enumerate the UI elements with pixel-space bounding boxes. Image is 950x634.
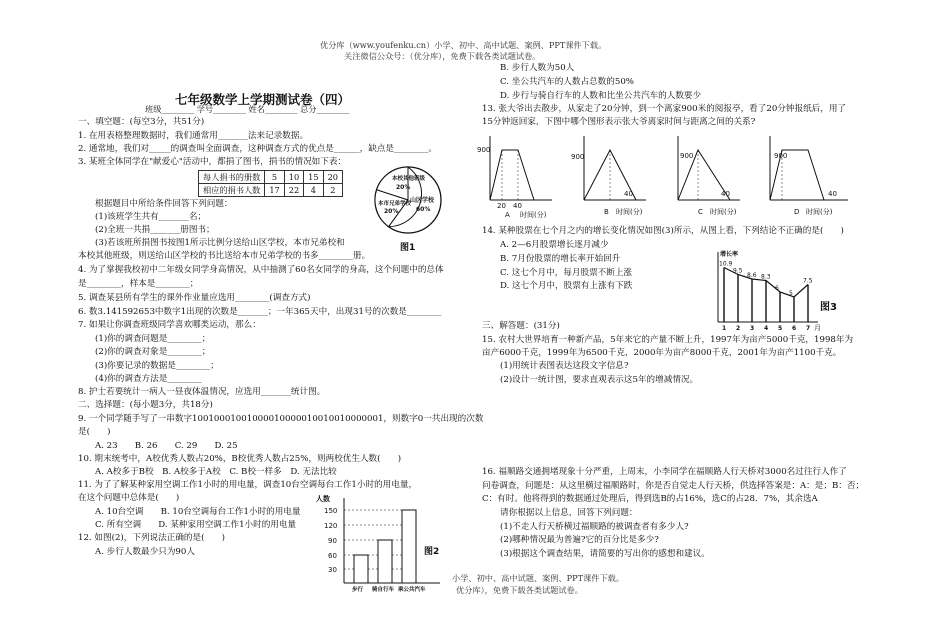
- question-11: 11. 为了了解某种家用空调工作1小时的用电量，调查10台空调每台工作1小时的用电量，: [78, 480, 418, 490]
- table-cell: 20: [323, 171, 342, 184]
- question-3-part-1: (1)该班学生共有_______名；: [95, 212, 207, 222]
- chart3-month-label: 1: [722, 325, 727, 332]
- pie-chart-figure-1: [366, 160, 450, 256]
- chart3-x-unit: 月: [814, 324, 821, 332]
- question-10-options: A. A校多于B校 B. A校多于A校 C. B校一样多 D. 无法比较: [95, 467, 337, 477]
- graph-b-y-value: 900: [571, 153, 585, 161]
- question-16-cont-1: 问卷调查，问题是：从这里横过福顺路时，你是否自觉走人行天桥，供选择答案是：A：是；B：否；: [482, 481, 865, 491]
- donation-table: [198, 170, 343, 197]
- question-13-cont: 15分钟返回家，下图中哪个图形表示张大爷离家时间与距离之间的关系?: [482, 117, 756, 127]
- graph-a: [477, 136, 552, 219]
- graph-d-y-value: 900: [774, 152, 788, 160]
- graph-b: [571, 136, 646, 216]
- question-7-part-4: (4)你的调查方法是________: [95, 374, 202, 384]
- table-cell: 每人捐书的册数: [199, 171, 265, 184]
- question-4: 4. 为了掌握我校初中二年级女同学身高情况，从中抽测了60名女同学的身高，这个问题中的总体: [78, 265, 444, 275]
- bar-y-label: 人数: [316, 495, 330, 503]
- chart3-month-label: 2: [736, 325, 741, 332]
- question-16-part-3: (3)根据这个调查结果，请简要的写出你的感想和建议。: [500, 549, 710, 559]
- question-14-option-b: B. 7月份股票的增长率开始回升: [500, 254, 621, 264]
- question-5: 5. 调查某县所有学生的课外作业量应选用________(调查方式): [78, 293, 311, 303]
- graph-c-x-label: 时间(分): [710, 208, 737, 216]
- table-cell: 22: [284, 184, 303, 197]
- chart3-value-label: 7.5: [803, 277, 813, 285]
- question-3-part-3-cont: 本校其他班级，则送给山区学校的书比送给本市兄弟学校的书多________册。: [78, 251, 371, 261]
- question-12: 12. 如图(2)，下列说法正确的是( ): [78, 533, 225, 543]
- question-12-option-b: B. 步行人数为50人: [500, 63, 575, 73]
- table-cell: 相应的捐书人数: [199, 184, 265, 197]
- pie-label-a: 本校其他班级: [392, 176, 426, 182]
- question-13-graphs: [476, 130, 856, 220]
- table-cell: 15: [304, 171, 323, 184]
- question-3: 3. 某班全体同学在"献爱心"活动中，都捐了图书，捐书的情况如下表：: [78, 157, 347, 167]
- pie-label-c-pct: 60%: [416, 206, 431, 213]
- chart3-value-label: 8.3: [761, 273, 771, 281]
- question-3-part-3: (3)若该班所捐图书按图1所示比例分送给山区学校，本市兄弟校和: [95, 238, 345, 248]
- chart3-value-label: 9.5: [733, 267, 743, 275]
- figure-3-caption: 图3: [820, 302, 837, 313]
- graph-c-option: C: [698, 208, 703, 216]
- question-7-part-2: (2)你的调查对象是________；: [95, 347, 211, 357]
- pie-label-c: 山区学校: [410, 197, 435, 204]
- chart3-month-label: 5: [778, 325, 783, 332]
- question-9-cont: 是( ): [78, 427, 111, 437]
- question-6: 6. 数3.141592653中数字1出现的次数是_______；一年365天中，出现31号的次数是________: [78, 307, 442, 317]
- bar-cat-bike: 骑自行车: [372, 587, 395, 592]
- bar-bus: [402, 510, 416, 583]
- question-13: 13. 张大爷出去散步，从家走了20分钟，到一个离家900米的阅报亭，看了20分钟报纸后，用了: [482, 104, 847, 114]
- bar-bike: [378, 540, 392, 583]
- bar-tick-150: 150: [324, 507, 338, 515]
- bar-cat-walk: 步行: [352, 587, 364, 592]
- bar-tick-30: 30: [328, 566, 337, 574]
- question-12-option-a: A. 步行人数最少只为90人: [95, 547, 195, 557]
- section-1-heading: 一、填空题：(每空3分，共51分): [78, 117, 205, 127]
- question-15-part-1: (1)用统计表图表达这段文字信息?: [500, 361, 629, 371]
- question-14: 14. 某种股票在七个月之内的增长变化情况如图(3)所示，从图上看，下列结论不正确的是( ): [482, 226, 844, 236]
- bar-tick-60: 60: [328, 552, 337, 560]
- pie-label-a-pct: 20%: [396, 184, 411, 191]
- footer-watermark-2: 优分库），免费下载各类试题试卷。: [456, 585, 583, 595]
- question-1: 1. 在用表格整理数据时，我们通常用_______法来记录数据。: [78, 131, 309, 141]
- question-12-option-d: D. 步行与骑自行车的人数和比坐公共汽车的人数要少: [500, 91, 702, 101]
- question-14-option-a: A. 2—6月股票增长逐月减少: [500, 240, 609, 250]
- chart3-y-label: 增长率: [720, 251, 739, 258]
- graph-d: [770, 136, 848, 216]
- footer-watermark-1: 小学、初中、高中试题、案例、PPT课件下载。: [452, 573, 625, 583]
- graph-c-y-value: 900: [680, 152, 694, 160]
- question-11-options-cd: C. 所有空调 D. 某种家用空调工作1小时的用电量: [95, 520, 297, 530]
- bar-tick-90: 90: [328, 537, 337, 545]
- graph-c-tick-40: 40: [721, 190, 730, 198]
- table-cell: 10: [284, 171, 303, 184]
- bar-cat-bus: 乘公共汽车: [398, 587, 426, 592]
- line-chart-figure-3: [706, 248, 856, 332]
- graph-b-option: B: [604, 208, 609, 216]
- question-16-prompt: 请你根据以上信息，回答下列问题：: [500, 508, 638, 518]
- graph-a-option: A: [505, 211, 510, 219]
- question-14-option-c: C. 这七个月中，每月股票不断上涨: [500, 268, 633, 278]
- chart3-value-label: 10.9: [719, 260, 733, 268]
- question-10: 10. 期末统考中，A校优秀人数占20%，B校优秀人数占25%，则两校优生人数( ): [78, 454, 402, 464]
- pie-label-b-pct: 20%: [384, 208, 399, 215]
- section-3-heading: 三、解答题：(31分): [482, 321, 560, 331]
- question-8: 8. 护士若要统计一病人一昼夜体温情况，应选用_______统计图。: [78, 387, 326, 397]
- question-7-part-3: (3)你要记录的数据是________；: [95, 361, 219, 371]
- question-9-options: A. 23 B. 26 C. 29 D. 25: [95, 441, 238, 451]
- graph-c: [678, 136, 740, 216]
- page-title: 七年级数学上学期测试卷（四）: [175, 92, 351, 107]
- graph-d-tick-40: 40: [828, 190, 837, 198]
- bar-walk: [354, 555, 368, 583]
- bar-tick-120: 120: [324, 522, 338, 530]
- graph-a-y-value: 900: [477, 146, 491, 154]
- graph-d-x-label: 时间(分): [806, 208, 833, 216]
- chart3-month-label: 4: [764, 325, 769, 332]
- question-7: 7. 如果让你调查班级同学喜欢哪类运动，那么：: [78, 320, 261, 330]
- question-15-part-2: (2)设计一统计图，要求直观表示这5年的增减情况。: [500, 375, 699, 385]
- question-3-prompt: 根据题目中所给条件回答下列问题：: [95, 199, 233, 209]
- question-16: 16. 福顺路交通拥堵现象十分严重，上周末，小李同学在福顺路人行天桥对3000名过往行人作了: [482, 467, 847, 477]
- graph-a-tick-20: 20: [497, 202, 506, 210]
- header-watermark-1: 优分库（www.youfenku.cn）小学、初中、高中试题、案例、PPT课件下载。: [320, 40, 607, 50]
- chart3-month-label: 3: [750, 325, 755, 332]
- question-11-cont: 在这个问题中总体是( ): [78, 493, 180, 503]
- question-16-part-1: (1)不走人行天桥横过福顺路的被调查者有多少人?: [500, 522, 689, 532]
- question-16-part-2: (2)哪种情况最为普遍?它的百分比是多少?: [500, 535, 659, 545]
- question-15: 15. 农村大世界培育一种新产品，5年来它的产量不断上升，1997年为亩产5000千克，1998年为: [482, 335, 854, 345]
- chart3-value-label: 8.6: [747, 272, 757, 279]
- chart3-month-label: 7: [806, 325, 811, 332]
- table-cell: 4: [304, 184, 323, 197]
- chart3-value-label: 6: [775, 285, 779, 292]
- section-2-heading: 二、选择题：(每小题3分，共18分): [78, 400, 213, 410]
- question-9: 9. 一个同学随手写了一串数字10010001001000010000010010010000001，则数字0一共出现的次数: [78, 414, 484, 424]
- question-11-options-ab: A. 10台空调 B. 10台空调每台工作1小时的用电量: [95, 507, 301, 517]
- question-2: 2. 通常地，我们对_____的调查叫全面调查，这种调查方式的优点是______，缺点是________。: [78, 144, 437, 154]
- graph-a-x-label: 时间(分): [520, 211, 547, 219]
- chart3-month-label: 6: [792, 325, 797, 332]
- table-cell: 17: [265, 184, 284, 197]
- question-15-cont: 亩产6000千克，1999年为6500千克，2000年为亩产8000千克，2001年为亩产1100千克。: [482, 348, 842, 358]
- figure-2-caption: 图2: [424, 547, 440, 557]
- bar-chart-figure-2: [312, 492, 452, 592]
- figure-1-caption: 图1: [400, 243, 416, 253]
- table-cell: 2: [323, 184, 342, 197]
- graph-b-x-label: 时间(分): [616, 208, 643, 216]
- question-14-option-d: D. 这七个月中，股票有上涨有下跌: [500, 281, 633, 291]
- question-7-part-1: (1)你的调查问题是________；: [95, 334, 211, 344]
- graph-b-tick-40: 40: [624, 190, 633, 198]
- question-12-option-c: C. 坐公共汽车的人数占总数的50%: [500, 77, 634, 87]
- question-16-cont-2: C：有时。他将得到的数据通过处理后，得到选B的占16%，选C的占28．7%，其余选A: [482, 494, 818, 504]
- question-3-part-2: (2)全班一共捐_______册图书；: [95, 225, 215, 235]
- question-4-cont: 是________，样本是________；: [78, 279, 199, 289]
- header-watermark-2: 关注微信公众号：（优分库），免费下载各类试题试卷。: [344, 51, 541, 61]
- info-line: 班级________ 学号________ 姓名________ 总分________: [145, 104, 350, 114]
- table-cell: 5: [265, 171, 284, 184]
- graph-d-option: D: [794, 208, 800, 216]
- pie-label-b: 本市兄弟学校: [378, 201, 412, 207]
- chart3-value-label: 5: [789, 290, 793, 297]
- graph-a-tick-40: 40: [513, 202, 522, 210]
